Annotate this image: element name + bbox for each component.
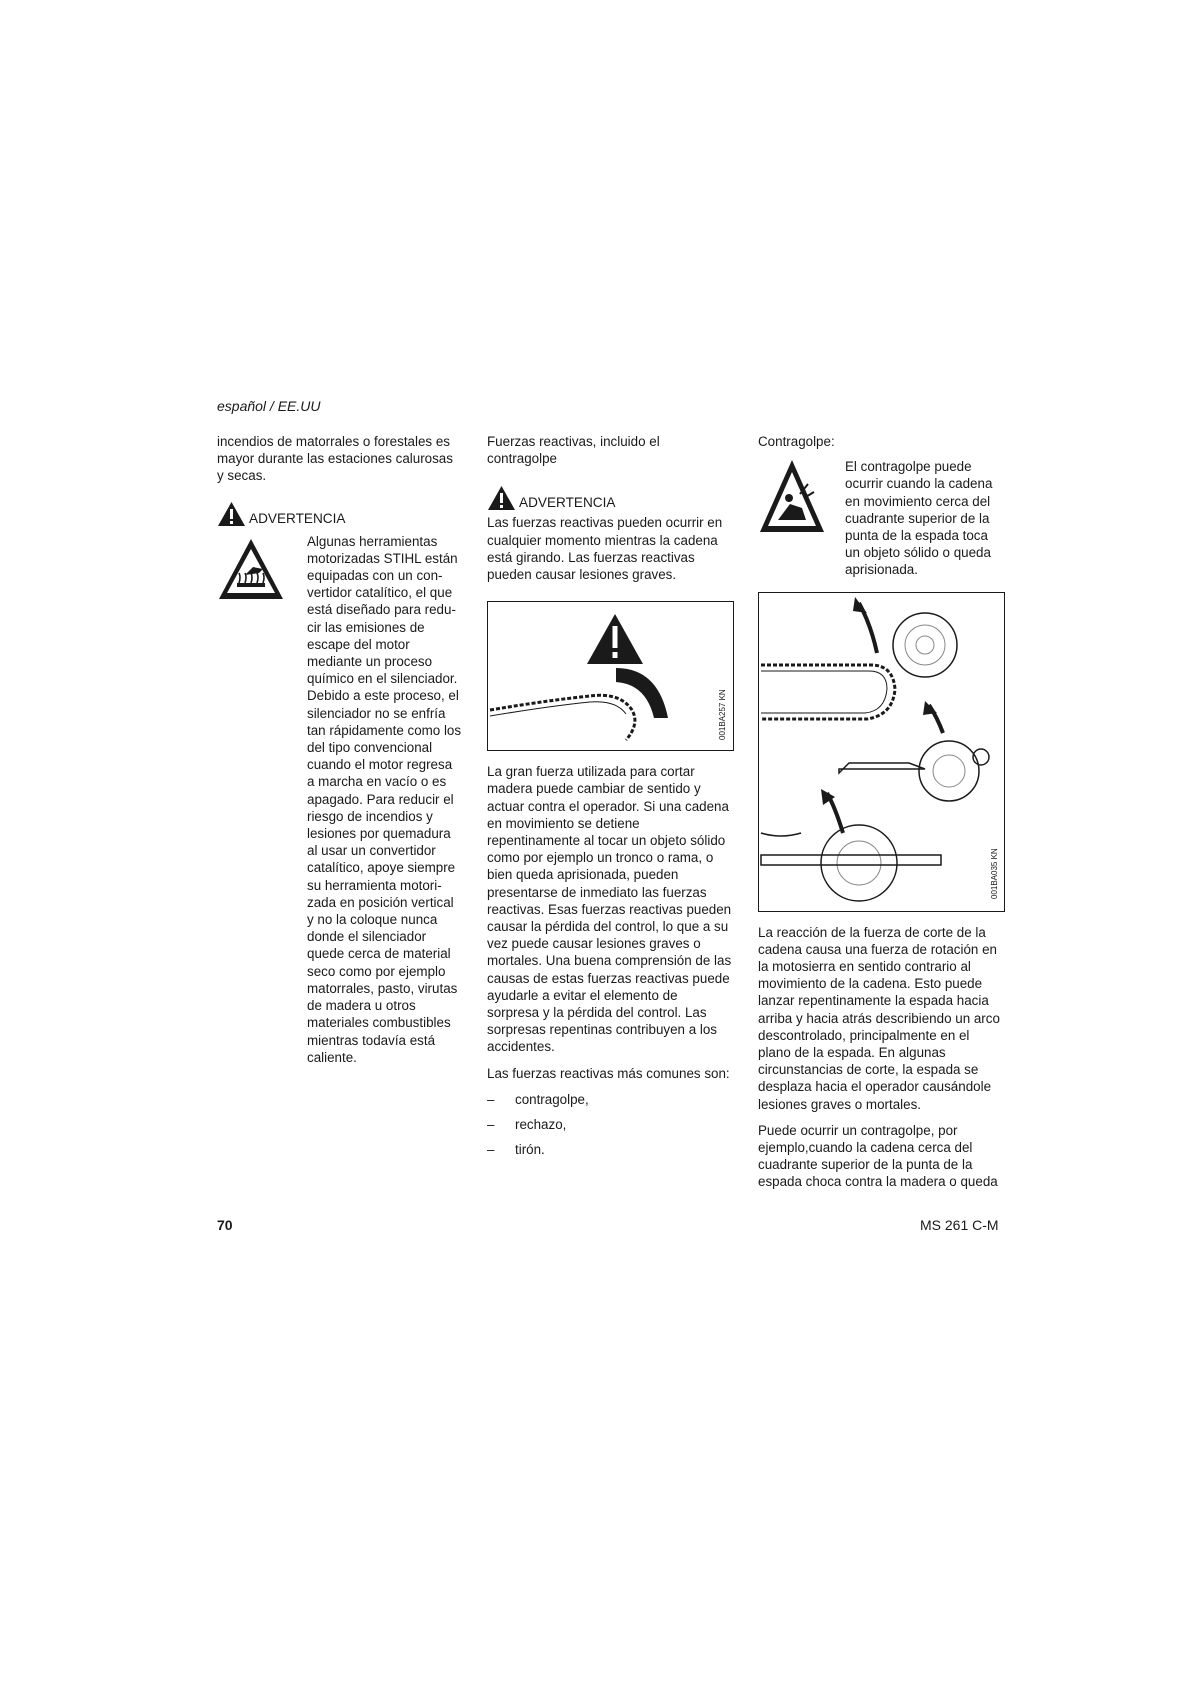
catalytic-converter-paragraph: Algunas herramientas motorizadas STIHL están equipadas con un convertidor catalítico, el que está diseñado para reducir las emisiones de escape del motor mediante un proceso químico en el silenciador. Debido a este proceso, el silenciador no se enfría tan rápidamente como los del tipo convencional cuando el motor regresa a marcha en vacío o es apagado. Para reducir el riesgo de incendios y lesiones por quemadura al usar un convertidor catalítico, apoye siempre su herramienta motorizada en posición vertical y no la coloque nunca donde el silenciador quede cerca de material seco como por ejemplo matorrales, pasto, virutas de madera u otros materiales combustibles mientras todavía está caliente. bbox=[307, 533, 462, 1065]
warning-triangle-icon bbox=[217, 501, 246, 527]
list-item-text: rechazo, bbox=[515, 1117, 567, 1133]
warning-triangle-icon bbox=[487, 485, 516, 511]
common-forces-paragraph: Las fuerzas reactivas más comunes son: bbox=[487, 1065, 730, 1081]
kickback-warning-icon bbox=[758, 458, 826, 534]
list-dash: – bbox=[487, 1142, 495, 1158]
list-dash: – bbox=[487, 1117, 495, 1133]
reactive-forces-heading: Fuerzas reactivas, incluido el contragolpe bbox=[487, 434, 660, 467]
chain-bar-illustration bbox=[488, 602, 733, 750]
kickback-example-paragraph: Puede ocurrir un contragolpe, por ejemplo,cuando la cadena cerca del cuadrante superior de la punta de la espada choca contra la madera o queda bbox=[758, 1122, 998, 1190]
list-item bbox=[487, 1091, 732, 1108]
kickback-illustration bbox=[759, 593, 1004, 911]
list-item bbox=[487, 1116, 732, 1133]
column-1 bbox=[217, 433, 462, 1066]
column-3 bbox=[758, 433, 1003, 1191]
reactive-forces-paragraph: La gran fuerza utilizada para cortar madera puede cambiar de sentido y actuar contra el operador. Si una cadena en movimiento se detiene repentinamente al tocar un objeto sólido como por ejemplo un tronco o rama, o bien queda aprisionada, pueden presentarse de inmediato las fuerzas reactivas. Esas fuerzas reactivas pueden causar la pérdida del control, lo que a su vez puede causar lesiones graves o mortales. Una buena comprensión de las causas de estas fuerzas reactivas puede ayudarle a evitar el elemento de sorpresa y la pérdida del control. Las sorpresas repentinas contribuyen a los accidentes. bbox=[487, 764, 732, 1055]
list-item bbox=[487, 1141, 732, 1158]
list-item-text: tirón. bbox=[515, 1142, 545, 1158]
kickback-heading: Contragolpe: bbox=[758, 434, 835, 449]
kickback-intro-paragraph: El contragolpe puede ocurrir cuando la cadena en movimiento cerca del cuadrante superior de la punta de la espada toca un objeto sólido o queda aprisionada. bbox=[845, 459, 993, 578]
kickback-reaction-paragraph: La reacción de la fuerza de corte de la cadena causa una fuerza de rotación en la motosierra en sentido contrario al movimiento de la cadena. Esto puede lanzar repentinamente la espada hacia arriba y hacia atrás describiendo un arco descontrolado, principalmente en el plano de la espada. En algunas circunstancias de corte, la espada se desplaza hacia el operador causándole lesiones graves o mortales. bbox=[758, 924, 1000, 1112]
warning-heading bbox=[487, 485, 732, 511]
warning-label: ADVERTENCIA bbox=[249, 510, 346, 526]
figure-code: 001BA035 KN bbox=[990, 847, 999, 899]
column-2 bbox=[487, 433, 732, 1166]
kickback-figure bbox=[758, 592, 1005, 912]
warning-label: ADVERTENCIA bbox=[519, 495, 616, 511]
reactive-warning-text: Las fuerzas reactivas pueden ocurrir en cualquier momento mientras la cadena está girando. Las fuerzas reactivas pueden causar lesiones graves. bbox=[487, 515, 723, 583]
intro-paragraph: incendios de matorrales o forestales es mayor durante las estaciones calurosas y secas. bbox=[217, 434, 453, 484]
hot-surface-warning-icon bbox=[217, 537, 285, 603]
list-item-text: contragolpe, bbox=[515, 1091, 589, 1107]
list-dash: – bbox=[487, 1091, 495, 1107]
reactive-force-figure bbox=[487, 601, 734, 751]
figure-code: 001BA257 KN bbox=[718, 689, 727, 741]
warning-heading bbox=[217, 501, 462, 527]
model-name: MS 261 C-M bbox=[920, 1217, 999, 1233]
page-number: 70 bbox=[217, 1217, 233, 1233]
language-header: español / EE.UU bbox=[217, 398, 321, 414]
reactive-forces-list bbox=[487, 1091, 732, 1159]
